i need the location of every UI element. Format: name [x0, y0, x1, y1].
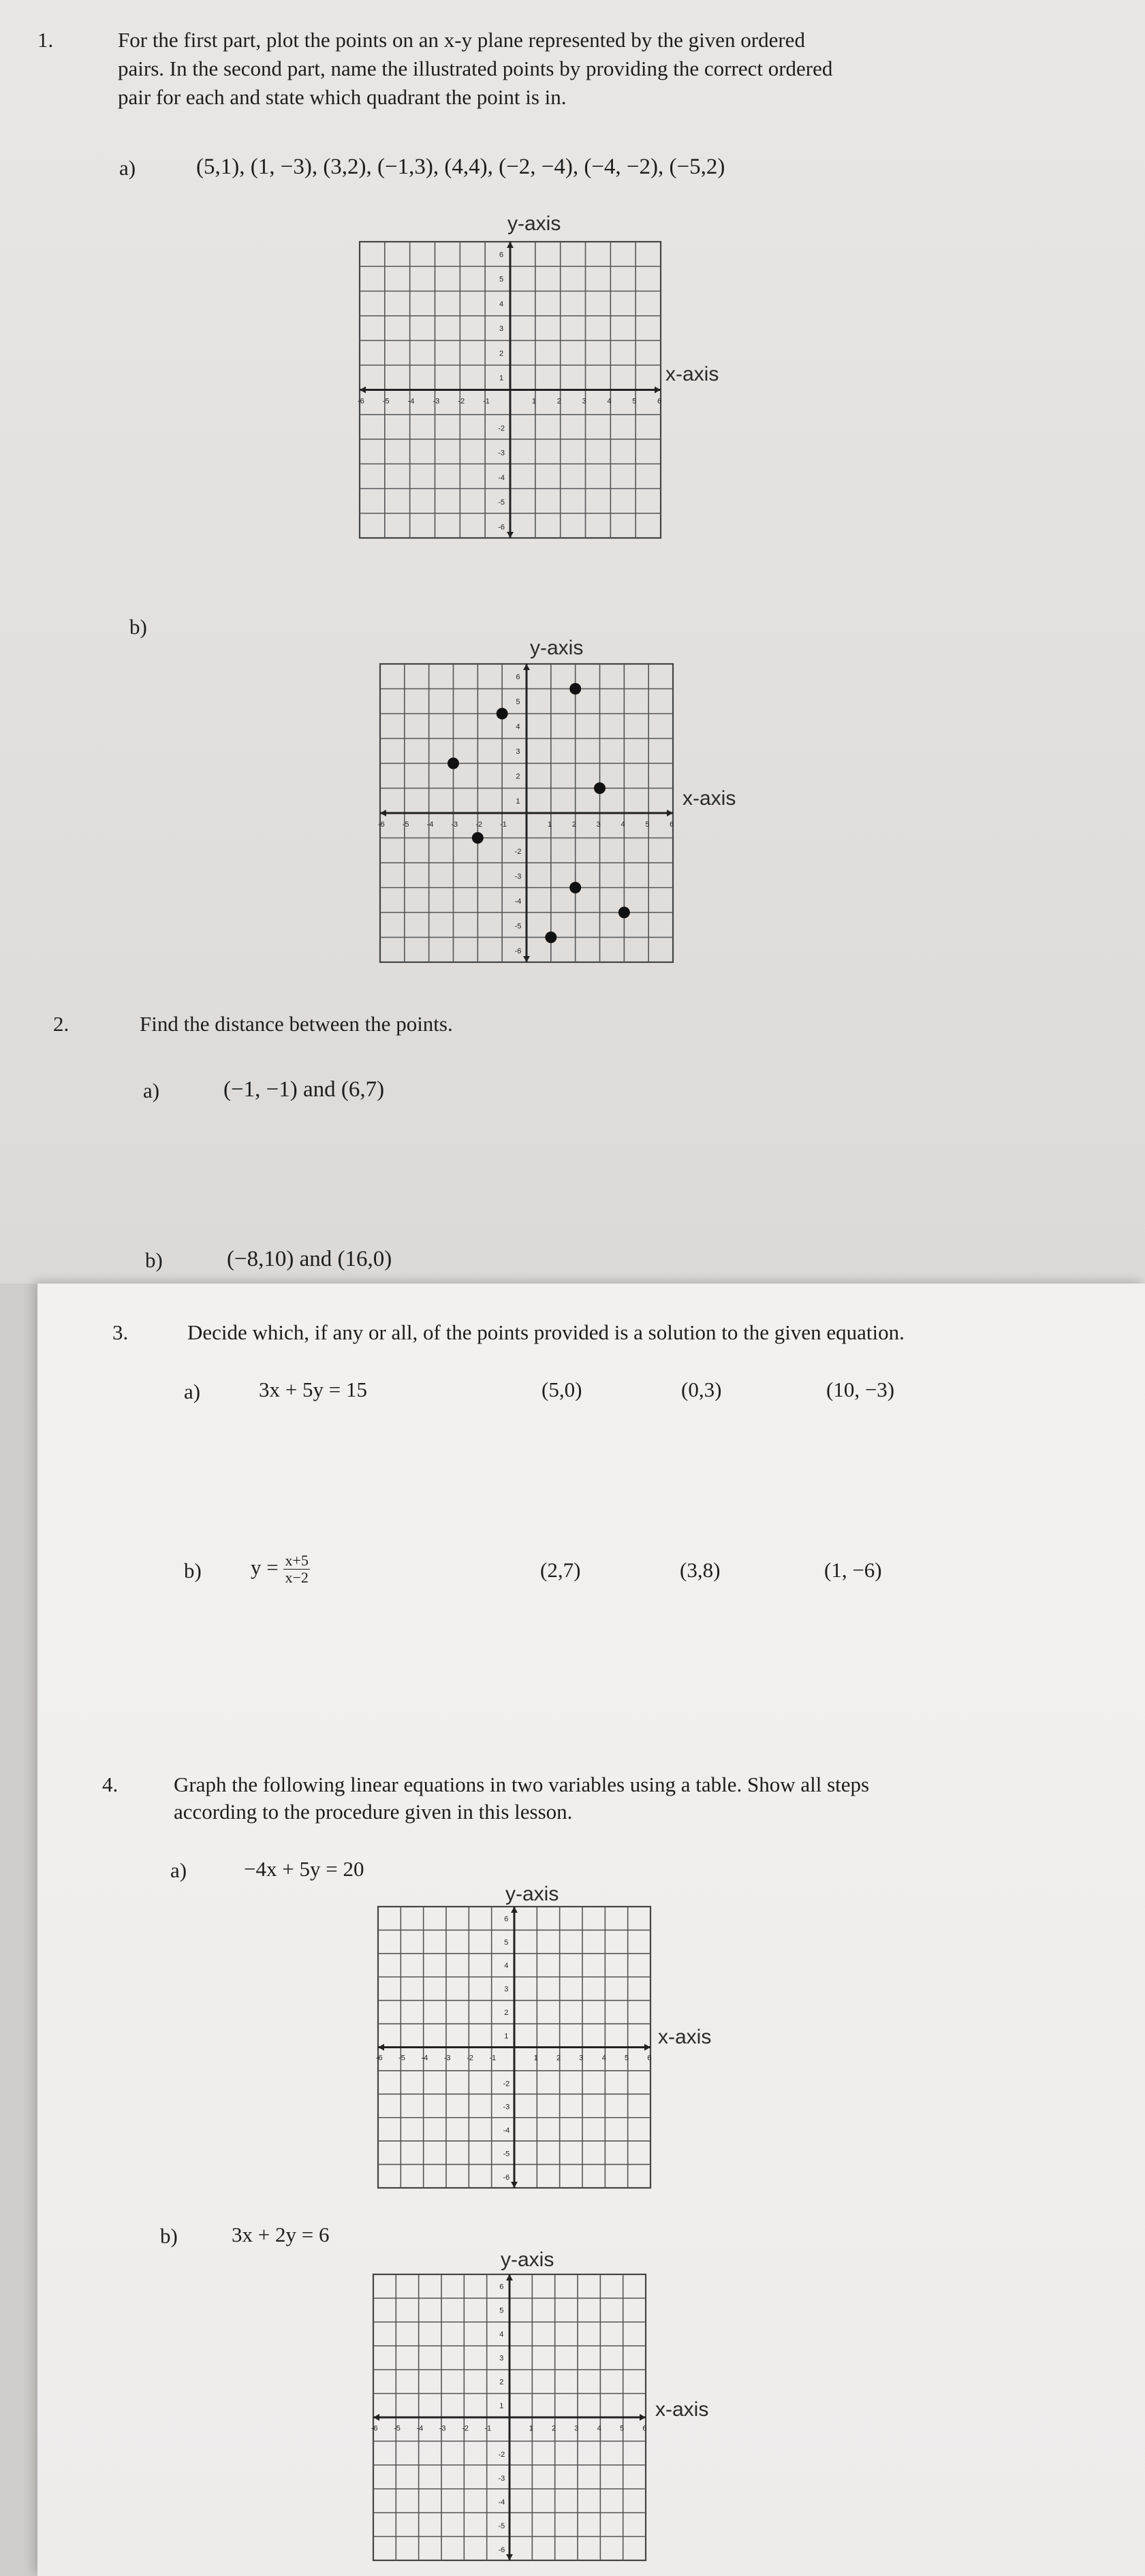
q3b-option-3: (1, −6): [824, 1558, 882, 1582]
y-tick-label: 5: [516, 698, 520, 707]
q2b-label: b): [145, 1248, 163, 1272]
y-tick-label: -2: [498, 2450, 505, 2459]
q3a-option-3: (10, −3): [826, 1378, 895, 1401]
x-tick-label: 1: [547, 821, 552, 829]
q3a-option-2: (0,3): [681, 1378, 722, 1401]
q4-instruction-line2: according to the procedure given in this lesson.: [174, 1800, 573, 1824]
y-tick-label: -6: [503, 2173, 510, 2182]
x-tick-label: -1: [500, 821, 507, 829]
x-tick-label: -4: [416, 2424, 424, 2433]
q1b-coordinate-grid: [377, 664, 674, 962]
x-tick-label: 5: [645, 821, 650, 829]
x-tick-label: -1: [483, 397, 490, 406]
q2b-points: (−8,10) and (16,0): [227, 1247, 392, 1271]
x-tick-label: -3: [439, 2424, 446, 2433]
x-tick-label: -1: [489, 2054, 497, 2063]
q3a-equation: 3x + 5y = 15: [259, 1378, 367, 1401]
q3b-equation-lhs: y =: [251, 1555, 279, 1579]
q3b-option-1: (2,7): [540, 1558, 581, 1582]
x-tick-label: -1: [484, 2424, 492, 2433]
x-axis-arrow-right: [644, 2044, 650, 2051]
plotted-point: [472, 832, 484, 844]
x-axis-arrow-right: [640, 2414, 646, 2421]
x-tick-label: -6: [375, 2054, 383, 2063]
q1a-y-axis-label: y-axis: [507, 212, 561, 235]
x-tick-label: -4: [421, 2054, 428, 2063]
q1b-y-axis-label: y-axis: [530, 637, 584, 659]
x-tick-label: -2: [458, 397, 465, 406]
y-tick-label: -5: [514, 922, 522, 931]
q4-instruction-line1: Graph the following linear equations in two variables using a table. Show all steps: [174, 1772, 870, 1796]
x-tick-label: -2: [475, 821, 483, 829]
q4a-equation: −4x + 5y = 20: [244, 1857, 364, 1881]
y-tick-label: 6: [516, 673, 520, 682]
y-tick-label: -3: [498, 2474, 505, 2483]
x-tick-label: 6: [642, 2424, 647, 2433]
x-tick-label: 5: [632, 397, 637, 406]
y-axis-arrow-up: [511, 1907, 518, 1913]
x-tick-label: -3: [451, 821, 458, 829]
y-tick-label: -3: [503, 2103, 510, 2112]
x-tick-label: -2: [462, 2424, 469, 2433]
q3a-label: a): [184, 1380, 201, 1403]
x-tick-label: 6: [670, 821, 674, 829]
x-tick-label: 5: [619, 2424, 625, 2433]
y-tick-label: 6: [499, 2283, 504, 2291]
y-tick-label: 6: [504, 1915, 509, 1924]
q3b-numerator: x+5: [285, 1552, 309, 1570]
q3b-denominator: x−2: [285, 1569, 309, 1587]
q1a-points: (5,1), (1, −3), (3,2), (−1,3), (4,4), (−2, −4), (−4, −2), (−5,2): [196, 155, 725, 179]
plotted-point: [569, 882, 581, 893]
q3a-option-1: (5,0): [542, 1378, 582, 1401]
x-tick-label: -3: [433, 397, 440, 406]
x-tick-label: 1: [529, 2424, 533, 2433]
x-tick-label: 4: [597, 2424, 601, 2433]
q4-number: 4.: [102, 1772, 119, 1796]
q3-prompt: Decide which, if any or all, of the points provided is a solution to the given equation.: [187, 1320, 905, 1344]
x-tick-label: 6: [647, 2054, 652, 2063]
plotted-point: [497, 708, 508, 720]
y-axis-arrow-up: [523, 664, 530, 670]
q4a-y-axis-label: y-axis: [505, 1883, 559, 1905]
x-tick-label: 2: [556, 397, 561, 406]
x-tick-label: 2: [551, 2424, 556, 2433]
q1a-x-axis-label: x-axis: [665, 363, 719, 385]
grid-svg: [373, 2274, 646, 2560]
x-tick-label: -6: [377, 821, 385, 829]
q1-instruction-line1: For the first part, plot the points on an x-y plane represented by the given ordered: [118, 28, 805, 52]
q4b-coordinate-grid[interactable]: [373, 2274, 646, 2560]
y-tick-label: 3: [499, 2354, 504, 2363]
q2a-points: (−1, −1) and (6,7): [223, 1077, 385, 1102]
x-tick-label: -5: [402, 821, 409, 829]
y-tick-label: -4: [503, 2127, 510, 2135]
y-tick-label: 2: [504, 2009, 509, 2018]
x-tick-label: -5: [382, 397, 390, 406]
y-tick-label: -2: [514, 848, 522, 857]
y-axis-arrow-down: [523, 956, 530, 962]
q1-instruction-line2: pairs. In the second part, name the illustrated points by providing the correct ordered: [118, 57, 833, 80]
y-tick-label: -5: [498, 2522, 505, 2530]
y-tick-label: 4: [516, 722, 520, 731]
x-tick-label: 5: [624, 2054, 629, 2063]
x-tick-label: 2: [571, 821, 576, 829]
y-tick-label: 3: [516, 748, 520, 757]
y-tick-label: -6: [498, 2545, 505, 2554]
y-tick-label: -5: [503, 2150, 510, 2159]
x-tick-label: -3: [443, 2054, 451, 2063]
y-tick-label: -6: [498, 523, 505, 532]
grid-svg: [375, 1907, 652, 2188]
y-tick-label: 4: [504, 1962, 509, 1971]
y-tick-label: 2: [499, 2378, 504, 2387]
x-axis-arrow-right: [667, 810, 673, 816]
q4a-label: a): [170, 1858, 187, 1882]
q4b-y-axis-label: y-axis: [501, 2248, 554, 2271]
y-tick-label: 5: [499, 2306, 504, 2315]
plotted-point: [569, 683, 581, 695]
y-tick-label: 4: [499, 2330, 504, 2339]
y-tick-label: 1: [504, 2032, 509, 2041]
x-tick-label: 3: [579, 2054, 584, 2063]
q3b-equation: [251, 1551, 310, 1586]
q4b-label: b): [160, 2224, 178, 2248]
y-tick-label: 6: [499, 251, 504, 259]
x-tick-label: 4: [601, 2054, 606, 2063]
x-tick-label: -5: [398, 2054, 405, 2063]
x-axis-arrow-left: [378, 2044, 384, 2051]
y-tick-label: -5: [498, 498, 505, 507]
y-tick-label: -2: [498, 424, 505, 433]
grid-svg: [377, 664, 674, 962]
x-tick-label: 2: [556, 2054, 561, 2063]
x-tick-label: -2: [467, 2054, 473, 2063]
q4a-coordinate-grid[interactable]: [375, 1907, 652, 2188]
q3b-fraction: [283, 1553, 309, 1586]
y-tick-label: 1: [516, 797, 520, 806]
x-tick-label: 3: [574, 2424, 579, 2433]
q1-instruction-line3: pair for each and state which quadrant the point is in.: [118, 85, 567, 109]
y-tick-label: 3: [499, 325, 504, 334]
grid-svg: [357, 242, 662, 538]
y-tick-label: 1: [499, 374, 504, 383]
y-axis-arrow-down: [511, 2182, 518, 2188]
y-tick-label: -4: [498, 473, 505, 482]
x-tick-label: -6: [371, 2424, 378, 2433]
y-tick-label: -4: [514, 897, 522, 906]
y-tick-label: -3: [498, 449, 505, 458]
x-tick-label: 1: [531, 397, 537, 406]
q2a-label: a): [143, 1079, 160, 1102]
x-axis-arrow-left: [360, 387, 366, 394]
y-axis-arrow-down: [507, 532, 514, 538]
y-tick-label: 4: [499, 300, 504, 308]
y-tick-label: -4: [498, 2498, 505, 2507]
x-axis-arrow-left: [380, 810, 386, 816]
q3b-option-2: (3,8): [680, 1558, 721, 1582]
y-tick-label: -6: [514, 947, 522, 956]
x-tick-label: 4: [607, 397, 612, 406]
x-tick-label: -4: [407, 397, 415, 406]
q3-number: 3.: [112, 1320, 129, 1344]
plotted-point: [448, 758, 459, 769]
y-axis-arrow-down: [506, 2554, 513, 2560]
x-tick-label: -6: [357, 397, 364, 406]
y-axis-arrow-up: [507, 242, 514, 248]
y-tick-label: 1: [499, 2402, 504, 2411]
q2-number: 2.: [53, 1012, 69, 1036]
x-tick-label: -5: [394, 2424, 401, 2433]
x-axis-arrow-right: [655, 387, 661, 394]
y-tick-label: 2: [499, 349, 504, 358]
q2-prompt: Find the distance between the points.: [140, 1012, 453, 1036]
plotted-point: [545, 932, 556, 943]
y-tick-label: 2: [516, 772, 520, 781]
y-tick-label: 5: [504, 1938, 509, 1947]
q1a-label: a): [119, 156, 136, 180]
page-edge-shadow: [0, 1284, 37, 2576]
y-axis-arrow-up: [506, 2274, 513, 2280]
x-tick-label: 3: [582, 397, 586, 406]
x-tick-label: -4: [426, 821, 434, 829]
q1-number: 1.: [37, 28, 54, 52]
q4a-x-axis-label: x-axis: [658, 2026, 712, 2048]
x-tick-label: 1: [533, 2054, 538, 2063]
x-tick-label: 6: [657, 397, 662, 406]
x-tick-label: 4: [621, 821, 625, 829]
plotted-point: [618, 907, 630, 919]
q1a-coordinate-grid[interactable]: [357, 242, 662, 538]
q1b-label: b): [129, 615, 147, 639]
q4b-equation: 3x + 2y = 6: [232, 2223, 330, 2246]
y-tick-label: -2: [503, 2080, 510, 2088]
q4b-x-axis-label: x-axis: [655, 2398, 709, 2421]
q1b-x-axis-label: x-axis: [683, 787, 736, 810]
y-tick-label: 3: [504, 1985, 509, 1994]
plotted-point: [594, 782, 606, 794]
q3b-label: b): [184, 1559, 202, 1583]
y-tick-label: -3: [514, 872, 522, 881]
x-tick-label: 3: [596, 821, 601, 829]
x-axis-arrow-left: [373, 2414, 379, 2421]
y-tick-label: 5: [499, 275, 504, 284]
